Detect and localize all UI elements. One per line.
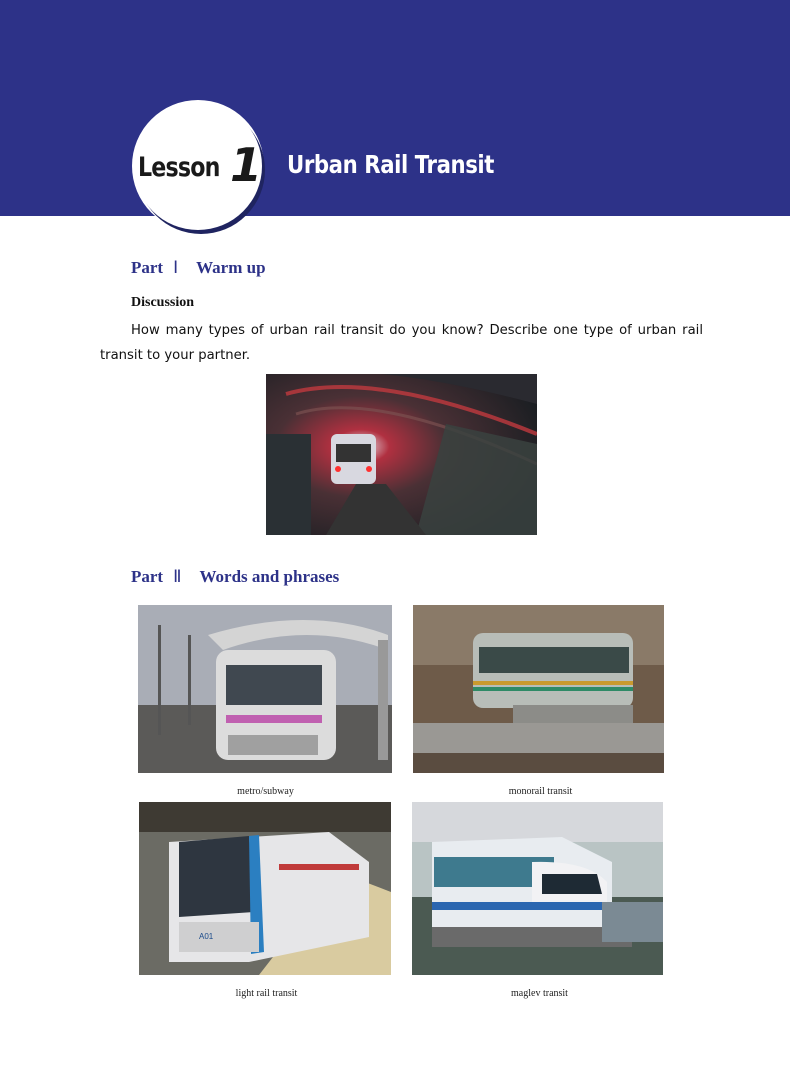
- part-2-title: Words and phrases: [199, 567, 340, 586]
- maglev-photo: [412, 802, 663, 975]
- caption-maglev: maglev transit: [511, 988, 568, 999]
- lesson-title: Urban Rail Transit: [287, 150, 495, 179]
- lesson-banner: [0, 0, 790, 216]
- discussion-subheading: Discussion: [131, 295, 195, 310]
- metro-subway-photo: [138, 605, 392, 773]
- caption-metro: metro/subway: [237, 786, 294, 797]
- train-number-label: A01: [199, 932, 214, 941]
- tunnel-train-photo: [266, 374, 537, 535]
- light-rail-photo: [139, 802, 391, 975]
- caption-monorail: monorail transit: [508, 786, 573, 797]
- monorail-photo: [413, 605, 664, 773]
- discussion-paragraph: How many types of urban rail transit do you know? Describe one type of urban rail transit to your partner.: [100, 323, 703, 363]
- part-2-heading: [131, 567, 339, 587]
- part-1-label: Part: [131, 258, 164, 277]
- lesson-number: 1: [230, 138, 263, 192]
- caption-light-rail: light rail transit: [235, 988, 298, 999]
- part-1-title: Warm up: [196, 258, 266, 277]
- part-1-heading: [131, 258, 266, 278]
- part-2-label: Part: [131, 567, 164, 586]
- part-2-numeral: Ⅱ: [173, 567, 182, 586]
- part-1-numeral: Ⅰ: [173, 258, 179, 277]
- lesson-word: Lesson: [138, 152, 220, 183]
